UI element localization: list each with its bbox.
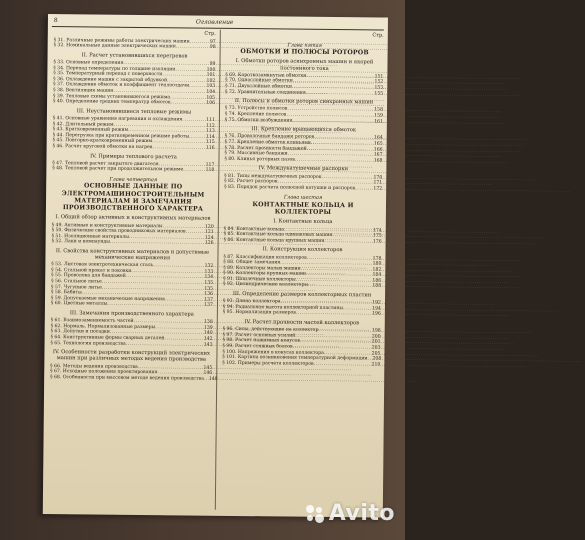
toc-entry-title: § 38. Вентиляция машин bbox=[53, 88, 114, 94]
toc-entry-title: § 55. Проволока для бандажей bbox=[51, 273, 126, 280]
toc-entry-page: 167 bbox=[373, 152, 383, 158]
toc-entry bbox=[54, 43, 216, 50]
section-heading: II. Свойства конструктивных материалов и допустимые механические напряжения bbox=[55, 247, 210, 262]
toc-entry-page: 172 bbox=[373, 186, 383, 192]
toc-entry-page: 121 bbox=[204, 229, 214, 235]
toc-entry-page: 192 bbox=[372, 300, 382, 306]
toc-entry-title: § 79. Массивные бандажи bbox=[224, 150, 288, 157]
section-heading: III. Замечания производственного характера bbox=[69, 310, 194, 318]
toc-entry-page: 104 bbox=[206, 89, 216, 95]
toc-entry-page: 208 bbox=[372, 356, 382, 362]
toc-entry-page: 137 bbox=[204, 297, 214, 303]
toc-entry-page: 145 bbox=[203, 365, 213, 371]
column-header bbox=[226, 32, 384, 39]
toc-entry-page: 139 bbox=[203, 325, 213, 331]
toc-entry-page: 180 bbox=[372, 261, 382, 267]
section-heading: I. Обмотки роторов асинхронных машин и якорей постоянного тока bbox=[235, 58, 374, 72]
section-heading: IV. Особенности разработки конструкций электрических машин при различных методах ведения производства bbox=[52, 349, 210, 364]
toc-entry-page: 140 bbox=[203, 331, 213, 337]
toc-entry-title: § 57. Чугунное литье bbox=[51, 284, 102, 291]
toc-entry-page: 135 bbox=[204, 286, 214, 292]
toc-entry-page: 134 bbox=[204, 275, 214, 281]
toc-entry-title: § 54. Стальной прокат и поковки bbox=[51, 267, 132, 274]
toc-entry-title: § 90. Коллекторы крупных машин bbox=[223, 271, 306, 277]
toc-entry-page: 101 bbox=[206, 72, 216, 78]
section-heading: IV. Междукатушечные распорки bbox=[258, 165, 349, 173]
toc-entry-title: § 53. Листовая электротехническая сталь bbox=[51, 262, 154, 269]
toc-entry-title: § 61. Взаимозаменяемость частей bbox=[50, 318, 134, 325]
toc-entry bbox=[224, 238, 382, 245]
toc-entry-page: 98 bbox=[209, 44, 216, 50]
toc-leader-dots bbox=[295, 157, 373, 163]
section-heading: I. Общий обзор активных и конструктивных материалов bbox=[55, 214, 211, 223]
toc-entry-title: § 58. Бабиты bbox=[51, 290, 82, 296]
toc-leader-dots bbox=[176, 45, 209, 51]
page-number: 8 bbox=[53, 17, 58, 25]
toc-entry-page: 105 bbox=[206, 95, 216, 101]
toc-entry-title: § 91. Шпилечные коллекторы bbox=[223, 276, 296, 283]
toc-entry-title: § 68. Особенности при массовом методе ведения производства bbox=[50, 374, 204, 382]
toc-entry-title: § 37. Охлаждение обмоток и коэффициент теплоотдачи bbox=[53, 82, 190, 89]
section-heading: III. Определение размеров коллекторных пластин bbox=[232, 291, 372, 299]
toc-entry-title: § 84. Контактные кольца bbox=[223, 226, 285, 232]
toc-leader-dots bbox=[152, 145, 205, 151]
toc-entry-title: § 71. Двухслойные обмотки bbox=[225, 83, 292, 90]
toc-entry-title: § 32. Номинальные данные электрических машин bbox=[53, 43, 176, 50]
toc-entry-page: 210 bbox=[371, 362, 381, 368]
toc-entry-title: § 47. Тепловой расчет закрытого двигателя bbox=[52, 160, 159, 167]
toc-entry-title: § 66. Методы ведения производства bbox=[50, 363, 138, 370]
section-heading: II. Полюсы и обмотки роторов синхронных машин bbox=[234, 98, 374, 106]
toc-entry-title: § 72. Уравнительные соединения bbox=[225, 89, 306, 96]
toc-left-column bbox=[50, 30, 216, 382]
toc-entry bbox=[52, 239, 214, 246]
toc-entry-page: 124 bbox=[204, 235, 214, 241]
toc-right-column bbox=[222, 32, 383, 368]
toc-entry-page: 174 bbox=[372, 227, 382, 234]
toc-entry bbox=[224, 157, 382, 164]
toc-entry-page: 194 bbox=[372, 306, 381, 312]
section-heading: IV. Примеры теплового расчета bbox=[90, 152, 177, 160]
toc-entry-page: 120 bbox=[204, 224, 214, 230]
running-head: Оглавление bbox=[195, 18, 234, 26]
toc-entry-page: 168 bbox=[373, 158, 383, 164]
toc-entry bbox=[50, 374, 218, 382]
toc-entry-page: 100 bbox=[206, 67, 216, 73]
page-label: Стр. bbox=[372, 32, 384, 39]
toc-entry-page: 153 bbox=[374, 85, 384, 91]
toc-entry-title: § 49. Активные и конструктивные материалы bbox=[51, 222, 163, 229]
toc-entry-title: § 52. Лаки и компаунды bbox=[51, 239, 110, 245]
avito-logo-icon bbox=[305, 504, 325, 524]
toc-entry-title: § 99. Расчет стяжных болтов bbox=[222, 343, 293, 350]
section-heading: II. Расчет установившихся перегревов bbox=[81, 52, 188, 60]
toc-entry-page: 198 bbox=[371, 328, 381, 334]
toc-entry-title: § 93. Длина коллектора bbox=[222, 299, 281, 305]
toc-entry-title: § 96. Силы, действующие на коллектор bbox=[222, 327, 319, 334]
toc-entry-page: 99 bbox=[209, 61, 216, 67]
toc-entry-page: 126 bbox=[204, 240, 214, 247]
toc-entry-page: 186 bbox=[372, 278, 382, 284]
toc-entry bbox=[51, 301, 213, 308]
toc-entry-page: 117 bbox=[205, 162, 215, 168]
toc-leader-dots bbox=[126, 341, 203, 347]
toc-leader-dots bbox=[324, 239, 372, 245]
toc-entry-page: 146 bbox=[203, 370, 213, 376]
section-heading: I. Контактные кольца bbox=[273, 218, 333, 226]
toc-entry-title: § 73. Устройство полюсов bbox=[224, 106, 288, 112]
toc-entry-page: 112 bbox=[206, 123, 215, 129]
toc-entry-title: § 87. Классификация коллекторов bbox=[223, 254, 307, 261]
column-header bbox=[54, 30, 216, 37]
document-page bbox=[43, 14, 388, 518]
toc-entry-title: § 46. Расчет круговой обмотки на нагрев bbox=[52, 143, 153, 151]
toc-left-entries bbox=[50, 38, 216, 382]
toc-entry-page: 171 bbox=[373, 180, 383, 186]
chapter-label: Глава пятая bbox=[287, 42, 322, 49]
toc-leader-dots bbox=[107, 302, 203, 309]
toc-entry bbox=[223, 282, 381, 289]
toc-leader-dots bbox=[110, 240, 204, 247]
toc-entry-page: 165 bbox=[373, 141, 383, 147]
toc-entry-title: § 51. Изоляционные материалы bbox=[51, 233, 129, 240]
toc-entry-title: § 34. Перепад температуры по толщине изоляции bbox=[53, 65, 176, 72]
toc-entry-page: 182 bbox=[372, 267, 382, 273]
toc-entry-page: 143 bbox=[203, 342, 213, 348]
toc-entry-page: 155 bbox=[374, 91, 384, 97]
toc-entry-page: 133 bbox=[204, 269, 214, 275]
toc-entry-title: § 81. Типы междукатушечных распорок bbox=[224, 173, 322, 180]
toc-entry-title: § 85. Контактные кольца одинаковых машин bbox=[223, 231, 333, 239]
toc-entry-title: § 31. Различные режимы работы электрических машин bbox=[53, 37, 190, 45]
toc-entry-page: 118 bbox=[205, 167, 215, 174]
toc-entry-title: § 40. Определение средних температур обмоток bbox=[53, 99, 171, 106]
toc-entry-page: 158 bbox=[374, 107, 384, 113]
toc-entry bbox=[225, 89, 383, 96]
toc-entry-title: § 89. Коллекторы малых машин bbox=[223, 265, 301, 272]
toc-entry-title: § 83. Порядок расчета полюсной катушки и распорок bbox=[224, 184, 356, 191]
toc-entry-title: § 59. Допускаемые механические напряжения bbox=[50, 295, 165, 303]
toc-entry-title: § 42. Длительный режим bbox=[52, 121, 114, 128]
toc-entry-title: § 94. Радиальная высота коллекторной пластины bbox=[222, 304, 344, 311]
toc-entry-page: 136 bbox=[204, 291, 214, 297]
toc-entry-title: § 62. Нормаль. Нормализованные размеры bbox=[50, 323, 156, 330]
toc-entry-page: 152 bbox=[374, 79, 384, 85]
toc-entry-title: § 65. Технология производства bbox=[50, 340, 126, 347]
toc-entry-title: § 60. Цветные металлы bbox=[50, 301, 108, 308]
toc-entry-title: § 63. Допуски и посадки bbox=[50, 329, 110, 336]
toc-entry-page: 184 bbox=[372, 272, 382, 278]
toc-entry-title: § 92. Цилиндрические коллекторы bbox=[223, 282, 309, 289]
toc-entry-page: 132 bbox=[204, 263, 214, 270]
toc-entry-title: § 35. Температурный перепад с поверхности bbox=[53, 71, 163, 78]
toc-entry-title: § 78. Расчет прочности бандажей bbox=[224, 145, 307, 152]
toc-entry-page: 102 bbox=[206, 78, 216, 84]
toc-entry bbox=[53, 99, 215, 106]
toc-entry bbox=[52, 166, 214, 173]
toc-entry-page: 135 bbox=[204, 280, 214, 286]
toc-entry-title: § 80. Клинья роторных пазов bbox=[224, 156, 295, 163]
toc-entry bbox=[51, 341, 213, 348]
toc-leader-dots bbox=[314, 362, 371, 368]
avito-watermark bbox=[305, 501, 395, 526]
chapter-label: Глава четвертая bbox=[109, 176, 158, 184]
toc-entry-page: 188 bbox=[372, 283, 382, 289]
toc-entry-page: 200 bbox=[371, 334, 381, 340]
section-heading: IV. Расчет прочности частей коллекторов bbox=[244, 319, 360, 327]
toc-entry-page: 138 bbox=[203, 319, 213, 325]
toc-entry-page: 142 bbox=[203, 336, 213, 342]
toc-entry-title: § 70. Однослойные обмотки bbox=[225, 78, 293, 84]
toc-entry-page: 159 bbox=[374, 113, 383, 119]
toc-leader-dots bbox=[171, 100, 206, 106]
toc-entry-title: § 77. Крепление обмоток клиньями bbox=[224, 139, 311, 146]
toc-entry-title: § 86. Контактные кольца крупных машин bbox=[223, 237, 325, 244]
toc-entry-page: 161 bbox=[374, 118, 383, 125]
toc-entry-page: 176 bbox=[372, 239, 382, 245]
toc-entry-title: § 33. Основные определения bbox=[53, 60, 124, 66]
toc-entry-title: § 88. Общие замечания bbox=[223, 259, 281, 266]
toc-entry-title: § 50. Физические свойства проводниковых материалов bbox=[51, 228, 186, 235]
toc-entry-page: 203 bbox=[371, 345, 381, 351]
toc-entry-title: § 48. Тепловой расчет при продолжительном режиме bbox=[52, 166, 184, 173]
toc-leader-dots bbox=[183, 168, 204, 174]
toc-entry-title: § 95. Нормализация размеров bbox=[222, 310, 296, 317]
toc-entry-page: 164 bbox=[373, 135, 383, 141]
toc-entry-page: 205 bbox=[371, 351, 381, 357]
toc-entry bbox=[223, 310, 381, 317]
toc-entry-title: § 97. Расчет основных усилий bbox=[222, 332, 296, 339]
toc-entry-page: 116 bbox=[205, 145, 215, 151]
toc-entry-title: § 74. Крепление полюсов bbox=[224, 111, 287, 118]
toc-entry-title: § 100. Напряжения в конусах коллектора bbox=[222, 349, 324, 356]
toc-entry-title: § 67. Исходные положения проектирования bbox=[50, 369, 158, 376]
toc-entry-title: § 44. Перегрузка при кратковременном режиме работы bbox=[52, 132, 190, 140]
chapter-label: Глава шестая bbox=[283, 194, 323, 202]
chapter-title: ОСНОВНЫЕ ДАННЫЕ ПО ЭЛЕКТРОМАШИНОСТРОИТЕЛЬНЫМ МАТЕРИАЛАМ И ЗАМЕЧАНИЯ ПРОИЗВОДСТВЕННОГО ХАРАКТЕРА bbox=[61, 182, 205, 213]
toc-entry-page: 137 bbox=[204, 303, 213, 309]
section-heading: II. Конструкция коллекторов bbox=[262, 246, 343, 254]
toc-entry-page: 103 bbox=[206, 84, 216, 90]
toc-entry-title: § 69. Короткозамкнутые обмотки bbox=[225, 72, 307, 79]
section-heading: III. Неустановившиеся тепловые режимы bbox=[76, 108, 192, 116]
toc-right-entries bbox=[222, 42, 383, 367]
toc-entry-title: § 82. Расчет распорок bbox=[224, 178, 278, 185]
toc-entry-page: 97 bbox=[209, 39, 216, 45]
toc-entry-page: 170 bbox=[373, 174, 383, 181]
toc-entry-title: § 98. Расчет нажимных конусов bbox=[222, 338, 301, 345]
chapter-title: ОБМОТКИ И ПОЛЮСЫ РОТОРОВ bbox=[240, 48, 369, 57]
toc-entry-title: § 102. Примеры расчета коллекторов bbox=[222, 360, 314, 367]
toc-entry-title: § 36. Охлаждение машин с закрытой обдувкой bbox=[53, 76, 168, 84]
toc-leader-dots bbox=[292, 118, 373, 124]
toc-entry-title: § 56. Стальное литье bbox=[51, 279, 102, 285]
toc-entry-page: 166 bbox=[373, 146, 383, 153]
toc-entry-title: § 45. Повторно-кратковременный режим bbox=[52, 138, 153, 145]
toc-entry-title: § 101. Картина возникновения температурной деформации bbox=[222, 355, 368, 362]
toc-entry-page: 148 bbox=[208, 376, 218, 382]
toc-entry-title: § 64. Конструктивные формы сварных деталей bbox=[50, 335, 165, 342]
section-heading: III. Крепление вращающихся обмоток bbox=[251, 126, 357, 134]
page-label: Стр. bbox=[204, 30, 216, 37]
toc-entry bbox=[225, 117, 383, 124]
toc-leader-dots bbox=[296, 311, 371, 317]
toc-leader-dots bbox=[308, 283, 371, 289]
toc-entry-title: § 76. Проволочные бандажи роторов bbox=[224, 134, 315, 141]
toc-entry-title: § 43. Кратковременный режим bbox=[52, 127, 129, 133]
toc-entry-title: § 41. Основные уравнения нагревания и охлаждения bbox=[52, 115, 183, 123]
toc-entry-title: § 39. Тепловые схемы установившегося режима bbox=[53, 93, 171, 100]
toc-entry-page: 115 bbox=[205, 139, 215, 146]
toc-entry-title: § 75. Обмотки возбуждения bbox=[224, 117, 293, 124]
watermark-text: Avito bbox=[328, 501, 395, 526]
toc-entry-page: 151 bbox=[374, 74, 384, 80]
chapter-title: КОНТАКТНЫЕ КОЛЬЦА И КОЛЛЕКТОРЫ bbox=[252, 201, 354, 217]
toc-entry-page: 113 bbox=[205, 128, 215, 134]
toc-entry-page: 201 bbox=[371, 339, 381, 345]
toc-entry-page: 196 bbox=[372, 311, 381, 317]
toc-entry-page: 175 bbox=[372, 233, 382, 239]
toc-entry bbox=[53, 144, 215, 151]
toc-entry-page: 178 bbox=[372, 255, 382, 262]
toc-entry-page: 114 bbox=[205, 134, 215, 140]
toc-entry-page: 111 bbox=[206, 117, 215, 123]
toc-leader-dots bbox=[306, 90, 374, 96]
toc-leader-dots bbox=[355, 186, 372, 192]
toc-entry bbox=[224, 185, 382, 192]
toc-entry-page: 106 bbox=[206, 100, 216, 106]
